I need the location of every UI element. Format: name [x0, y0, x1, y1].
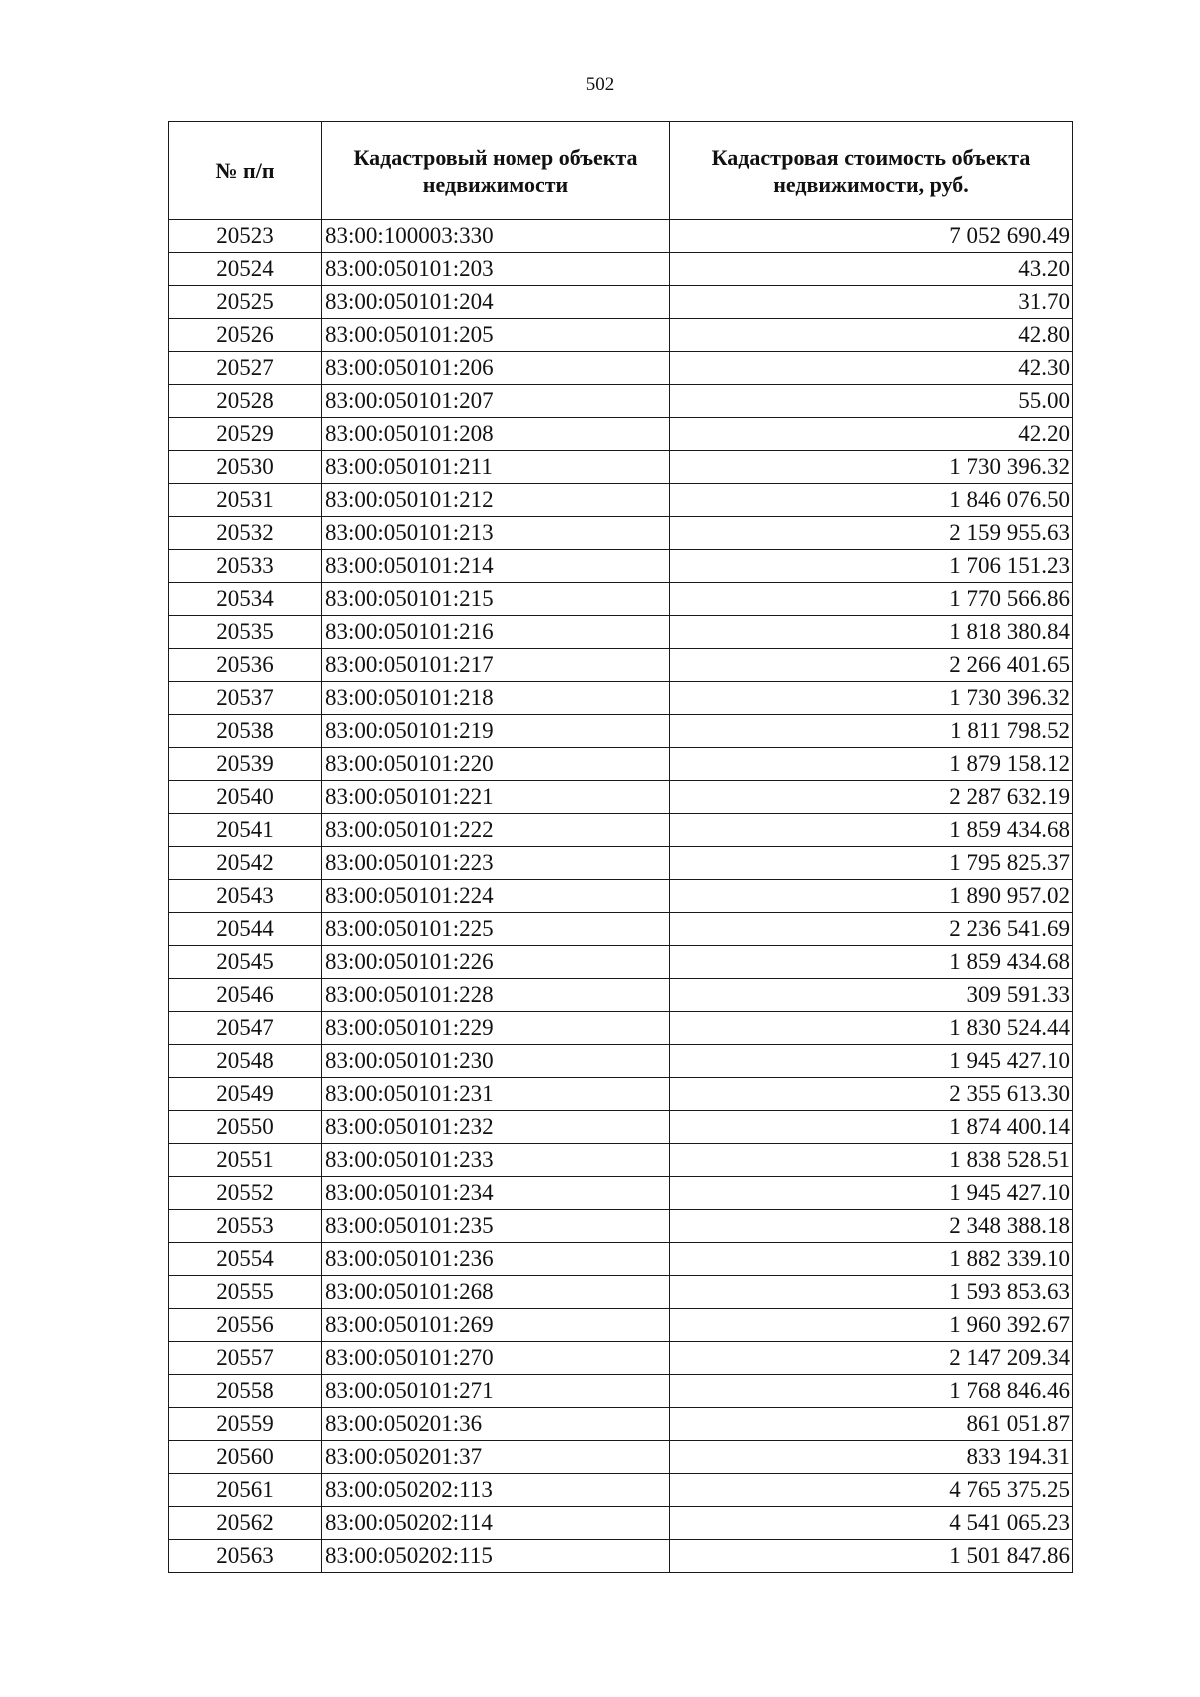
row-number-cell: 20529	[169, 418, 322, 451]
cadastral-number-cell: 83:00:050101:218	[322, 682, 670, 715]
cadastral-number-cell: 83:00:050101:215	[322, 583, 670, 616]
cadastral-value-cell: 1 818 380.84	[670, 616, 1073, 649]
table-row	[169, 979, 1073, 1012]
table-row	[169, 682, 1073, 715]
table-row	[169, 484, 1073, 517]
table-row	[169, 1309, 1073, 1342]
table-header	[169, 122, 1073, 220]
row-number-cell: 20524	[169, 253, 322, 286]
cadastral-value-cell: 1 882 339.10	[670, 1243, 1073, 1276]
table-row	[169, 880, 1073, 913]
cadastral-number-cell: 83:00:050101:222	[322, 814, 670, 847]
cadastral-value-cell: 31.70	[670, 286, 1073, 319]
cadastral-number-cell: 83:00:050202:114	[322, 1507, 670, 1540]
table-row	[169, 1243, 1073, 1276]
table-row	[169, 451, 1073, 484]
cadastral-number-cell: 83:00:050101:216	[322, 616, 670, 649]
cadastral-value-cell: 42.80	[670, 319, 1073, 352]
cadastral-number-cell: 83:00:050101:221	[322, 781, 670, 814]
table-row	[169, 1111, 1073, 1144]
table-row	[169, 1474, 1073, 1507]
cadastral-value-cell: 2 236 541.69	[670, 913, 1073, 946]
cadastral-number-cell: 83:00:050101:232	[322, 1111, 670, 1144]
header-row	[169, 122, 1073, 220]
table-row	[169, 1540, 1073, 1573]
row-number-cell: 20534	[169, 583, 322, 616]
table-row	[169, 1276, 1073, 1309]
cadastral-number-cell: 83:00:050101:224	[322, 880, 670, 913]
cadastral-number-cell: 83:00:050101:204	[322, 286, 670, 319]
cadastral-number-cell: 83:00:050101:211	[322, 451, 670, 484]
row-number-cell: 20549	[169, 1078, 322, 1111]
row-number-cell: 20538	[169, 715, 322, 748]
cadastral-number-cell: 83:00:050101:236	[322, 1243, 670, 1276]
table-row	[169, 1507, 1073, 1540]
cadastral-value-cell: 43.20	[670, 253, 1073, 286]
row-number-cell: 20526	[169, 319, 322, 352]
cadastral-number-cell: 83:00:050101:271	[322, 1375, 670, 1408]
row-number-cell: 20525	[169, 286, 322, 319]
cadastral-value-cell: 1 945 427.10	[670, 1177, 1073, 1210]
cadastral-number-cell: 83:00:050101:214	[322, 550, 670, 583]
cadastral-number-cell: 83:00:050101:225	[322, 913, 670, 946]
table-row	[169, 1012, 1073, 1045]
cadastral-number-cell: 83:00:050101:220	[322, 748, 670, 781]
cadastral-value-cell: 2 159 955.63	[670, 517, 1073, 550]
cadastral-number-cell: 83:00:050201:36	[322, 1408, 670, 1441]
cadastral-value-cell: 7 052 690.49	[670, 220, 1073, 253]
cadastral-value-cell: 1 501 847.86	[670, 1540, 1073, 1573]
row-number-cell: 20551	[169, 1144, 322, 1177]
cadastral-value-cell: 861 051.87	[670, 1408, 1073, 1441]
cadastral-value-cell: 1 768 846.46	[670, 1375, 1073, 1408]
row-number-cell: 20555	[169, 1276, 322, 1309]
table-row	[169, 649, 1073, 682]
row-number-cell: 20548	[169, 1045, 322, 1078]
row-number-cell: 20558	[169, 1375, 322, 1408]
cadastral-number-cell: 83:00:050101:235	[322, 1210, 670, 1243]
row-number-cell: 20560	[169, 1441, 322, 1474]
table-row	[169, 517, 1073, 550]
cadastral-value-cell: 1 879 158.12	[670, 748, 1073, 781]
table-row	[169, 385, 1073, 418]
cadastral-number-cell: 83:00:050101:217	[322, 649, 670, 682]
cadastral-value-cell: 1 960 392.67	[670, 1309, 1073, 1342]
cadastral-number-cell: 83:00:050101:229	[322, 1012, 670, 1045]
table-row	[169, 1177, 1073, 1210]
cadastral-value-cell: 2 355 613.30	[670, 1078, 1073, 1111]
row-number-cell: 20531	[169, 484, 322, 517]
row-number-cell: 20547	[169, 1012, 322, 1045]
row-number-cell: 20523	[169, 220, 322, 253]
cadastral-number-cell: 83:00:050101:208	[322, 418, 670, 451]
cadastral-value-cell: 42.30	[670, 352, 1073, 385]
cadastral-value-cell: 1 874 400.14	[670, 1111, 1073, 1144]
table-row	[169, 1342, 1073, 1375]
cadastral-number-cell: 83:00:050201:37	[322, 1441, 670, 1474]
table-row	[169, 418, 1073, 451]
row-number-cell: 20537	[169, 682, 322, 715]
table-row	[169, 1408, 1073, 1441]
cadastral-value-cell: 2 287 632.19	[670, 781, 1073, 814]
table-row	[169, 1210, 1073, 1243]
table-row	[169, 583, 1073, 616]
row-number-cell: 20544	[169, 913, 322, 946]
cadastral-number-cell: 83:00:050101:223	[322, 847, 670, 880]
row-number-cell: 20545	[169, 946, 322, 979]
row-number-cell: 20535	[169, 616, 322, 649]
row-number-cell: 20530	[169, 451, 322, 484]
table-row	[169, 913, 1073, 946]
table-row	[169, 550, 1073, 583]
cadastral-value-cell: 1 890 957.02	[670, 880, 1073, 913]
cadastral-value-cell: 4 541 065.23	[670, 1507, 1073, 1540]
cadastral-number-cell: 83:00:050101:234	[322, 1177, 670, 1210]
table-row	[169, 814, 1073, 847]
row-number-cell: 20552	[169, 1177, 322, 1210]
cadastral-number-cell: 83:00:050202:113	[322, 1474, 670, 1507]
table-row	[169, 220, 1073, 253]
cadastral-value-table	[168, 121, 1073, 1573]
cadastral-value-cell: 2 266 401.65	[670, 649, 1073, 682]
table-row	[169, 847, 1073, 880]
row-number-cell: 20532	[169, 517, 322, 550]
table-row	[169, 1441, 1073, 1474]
table-row	[169, 352, 1073, 385]
table-row	[169, 1375, 1073, 1408]
cadastral-value-cell: 55.00	[670, 385, 1073, 418]
cadastral-value-cell: 2 147 209.34	[670, 1342, 1073, 1375]
cadastral-number-cell: 83:00:100003:330	[322, 220, 670, 253]
cadastral-number-cell: 83:00:050101:205	[322, 319, 670, 352]
row-number-cell: 20546	[169, 979, 322, 1012]
table-row	[169, 946, 1073, 979]
cadastral-number-cell: 83:00:050101:207	[322, 385, 670, 418]
cadastral-value-cell: 1 730 396.32	[670, 451, 1073, 484]
cadastral-number-cell: 83:00:050101:203	[322, 253, 670, 286]
row-number-cell: 20536	[169, 649, 322, 682]
table-row	[169, 715, 1073, 748]
header-row-number: № п/п	[169, 122, 322, 220]
row-number-cell: 20539	[169, 748, 322, 781]
cadastral-value-cell: 1 770 566.86	[670, 583, 1073, 616]
cadastral-number-cell: 83:00:050101:219	[322, 715, 670, 748]
table-body	[169, 220, 1073, 1573]
row-number-cell: 20527	[169, 352, 322, 385]
cadastral-value-cell: 1 593 853.63	[670, 1276, 1073, 1309]
row-number-cell: 20554	[169, 1243, 322, 1276]
cadastral-value-cell: 1 706 151.23	[670, 550, 1073, 583]
header-cadastral-number: Кадастровый номер объекта недвижимости	[322, 122, 670, 220]
row-number-cell: 20541	[169, 814, 322, 847]
cadastral-number-cell: 83:00:050101:270	[322, 1342, 670, 1375]
cadastral-number-cell: 83:00:050101:231	[322, 1078, 670, 1111]
row-number-cell: 20561	[169, 1474, 322, 1507]
cadastral-number-cell: 83:00:050202:115	[322, 1540, 670, 1573]
cadastral-number-cell: 83:00:050101:230	[322, 1045, 670, 1078]
cadastral-value-cell: 2 348 388.18	[670, 1210, 1073, 1243]
cadastral-value-cell: 1 795 825.37	[670, 847, 1073, 880]
cadastral-value-cell: 1 945 427.10	[670, 1045, 1073, 1078]
cadastral-number-cell: 83:00:050101:206	[322, 352, 670, 385]
cadastral-number-cell: 83:00:050101:212	[322, 484, 670, 517]
table-row	[169, 253, 1073, 286]
table-row	[169, 748, 1073, 781]
cadastral-value-cell: 833 194.31	[670, 1441, 1073, 1474]
cadastral-value-cell: 1 846 076.50	[670, 484, 1073, 517]
cadastral-value-cell: 1 811 798.52	[670, 715, 1073, 748]
row-number-cell: 20556	[169, 1309, 322, 1342]
row-number-cell: 20542	[169, 847, 322, 880]
cadastral-value-cell: 4 765 375.25	[670, 1474, 1073, 1507]
cadastral-value-cell: 1 859 434.68	[670, 946, 1073, 979]
cadastral-number-cell: 83:00:050101:233	[322, 1144, 670, 1177]
table-row	[169, 319, 1073, 352]
table-row	[169, 286, 1073, 319]
row-number-cell: 20533	[169, 550, 322, 583]
cadastral-number-cell: 83:00:050101:228	[322, 979, 670, 1012]
cadastral-value-cell: 1 838 528.51	[670, 1144, 1073, 1177]
cadastral-value-cell: 1 859 434.68	[670, 814, 1073, 847]
table-row	[169, 1078, 1073, 1111]
row-number-cell: 20550	[169, 1111, 322, 1144]
cadastral-number-cell: 83:00:050101:269	[322, 1309, 670, 1342]
cadastral-value-cell: 1 830 524.44	[670, 1012, 1073, 1045]
cadastral-number-cell: 83:00:050101:226	[322, 946, 670, 979]
row-number-cell: 20557	[169, 1342, 322, 1375]
page-number: 502	[585, 74, 615, 95]
row-number-cell: 20559	[169, 1408, 322, 1441]
row-number-cell: 20553	[169, 1210, 322, 1243]
row-number-cell: 20528	[169, 385, 322, 418]
cadastral-value-cell: 1 730 396.32	[670, 682, 1073, 715]
table-row	[169, 1144, 1073, 1177]
cadastral-value-cell: 42.20	[670, 418, 1073, 451]
cadastral-number-cell: 83:00:050101:213	[322, 517, 670, 550]
table-row	[169, 781, 1073, 814]
table-row	[169, 616, 1073, 649]
row-number-cell: 20562	[169, 1507, 322, 1540]
row-number-cell: 20543	[169, 880, 322, 913]
row-number-cell: 20540	[169, 781, 322, 814]
cadastral-value-cell: 309 591.33	[670, 979, 1073, 1012]
cadastral-number-cell: 83:00:050101:268	[322, 1276, 670, 1309]
header-cadastral-value: Кадастровая стоимость объекта недвижимости, руб.	[670, 122, 1073, 220]
table-row	[169, 1045, 1073, 1078]
row-number-cell: 20563	[169, 1540, 322, 1573]
